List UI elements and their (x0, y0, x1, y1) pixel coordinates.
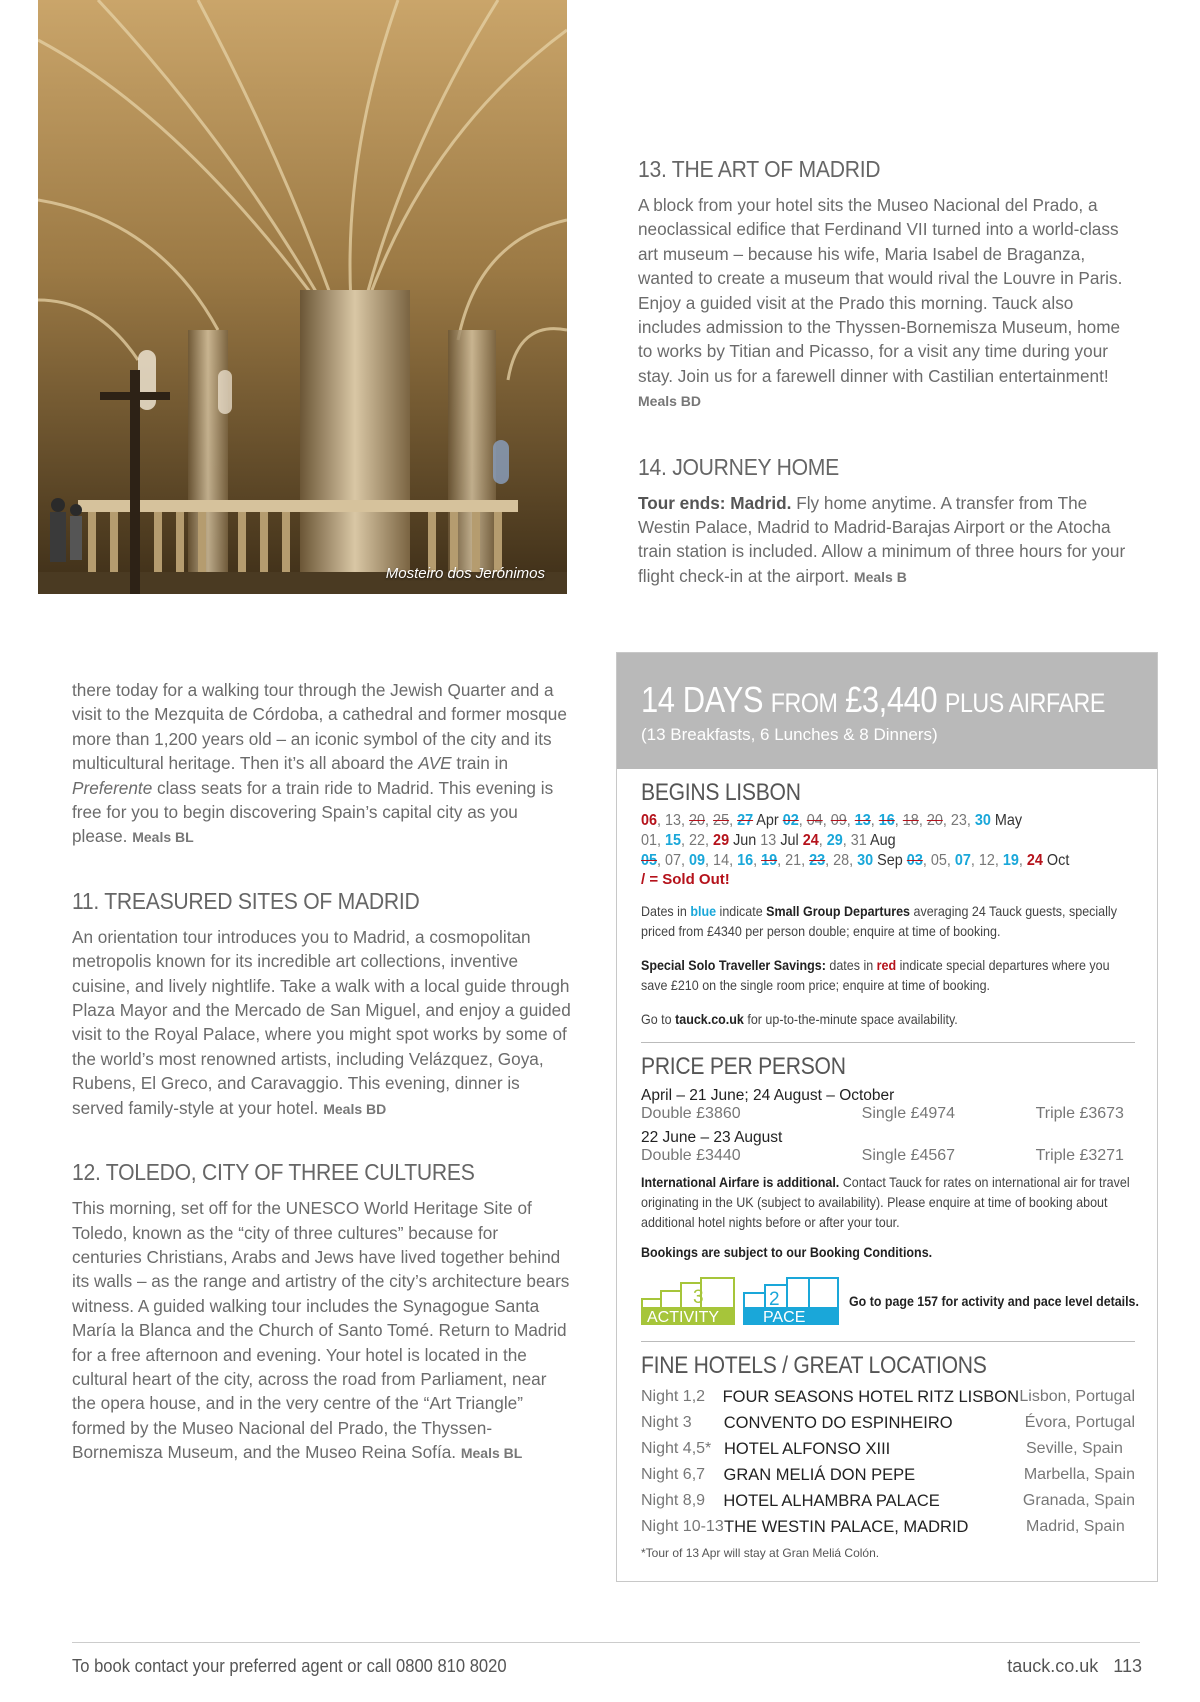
date-segment: , 07, (657, 852, 690, 869)
day14-block (638, 454, 1138, 590)
hotel-name: HOTEL ALFONSO XIII (724, 1440, 891, 1458)
hotels-title: FINE HOTELS / GREAT LOCATIONS (641, 1352, 987, 1379)
day10-text (72, 678, 572, 850)
page-number: 113 (1113, 1656, 1142, 1676)
date-segment: , (822, 812, 831, 829)
date-segment: , (705, 812, 714, 829)
price-per-person-title: PRICE PER PERSON (641, 1053, 846, 1080)
availability-note (641, 1010, 1138, 1030)
day14-body: Fly home anytime. A transfer from The Westin Palace, Madrid to Madrid-Barajas Airport or the Atocha train station is included. Allow a minimum of three hours for your flight check-in at the airport. (638, 492, 1126, 586)
hotel-location: Madrid, Spain (1026, 1518, 1125, 1535)
date-segment: 15 (665, 832, 682, 849)
hotel-night: Night 10-13 (641, 1518, 724, 1535)
date-segment: , 05, (922, 852, 955, 869)
date-segment: , (870, 812, 879, 829)
date-segment: , (798, 812, 807, 829)
day10-text-part1: there today for a walking tour through the Jewish Quarter and a visit to the Mezquita de Córdoba, a cathedral and former mosque more than 1,200 years old – an iconic symbol of the city and its multicultural heritage. Then it’s all aboard the (72, 680, 567, 774)
day13-block (638, 156, 1138, 414)
date-segment: 24 (802, 832, 819, 849)
hotel-row (641, 1410, 1135, 1436)
booking-text: Bookings are subject to our Booking Conditions. (641, 1245, 933, 1260)
airfare-note (641, 1173, 1138, 1233)
airfare-bold: International Airfare is additional. (641, 1175, 840, 1190)
dates-line-1 (641, 811, 1145, 831)
day10-continued (72, 678, 572, 850)
activity-staircase-icon (641, 1277, 735, 1325)
date-segment: , 12, (970, 852, 1003, 869)
hotel-night: Night 1,2 (641, 1388, 706, 1405)
date-segment: 05 (641, 852, 658, 869)
airfare-text: Contact Tauck for rates on international air for travel originating in the UK (subject to availability). Please enquire at time of booking about additional hotel nights before or after your tour. (641, 1175, 1130, 1230)
day10-text-part3: class seats for a train ride to Madrid. This evening is free for you to begin discovering Spain’s capital city as you please. (72, 777, 554, 847)
date-segment: 19 (1002, 852, 1019, 869)
date-segment: , 28, (825, 852, 858, 869)
hotel-night: Night 3 (641, 1414, 692, 1431)
price-row-1 (641, 1105, 1135, 1123)
hotel-name: CONVENTO DO ESPINHEIRO (723, 1414, 953, 1432)
date-segment: , 23, (942, 812, 975, 829)
cathedral-illustration (38, 0, 567, 594)
hotel-location: Marbella, Spain (1023, 1466, 1135, 1483)
divider-2 (641, 1341, 1135, 1342)
duration: 14 DAYS (641, 679, 764, 720)
date-segment: Sep (873, 852, 907, 869)
date-segment: 16 (878, 812, 895, 829)
date-segment: , 31 (842, 832, 870, 849)
date-segment: 29 (826, 832, 843, 849)
hotel-night: Night 6,7 (641, 1466, 706, 1483)
date-segment: 04 (806, 812, 823, 829)
date-segment: , (846, 812, 855, 829)
note3-a: Go to (641, 1012, 676, 1027)
hotel-name: THE WESTIN PALACE, MADRID (724, 1518, 969, 1536)
date-segment: , (818, 832, 827, 849)
day14-text (638, 491, 1138, 590)
footer-divider (72, 1642, 1140, 1643)
box-body (617, 769, 1157, 1560)
date-segment: 18 (902, 812, 919, 829)
hotel-row (641, 1488, 1135, 1514)
sold-out-legend: / = Sold Out! (641, 871, 730, 888)
booking-conditions (641, 1243, 1138, 1263)
note1-a: Dates in (641, 904, 691, 919)
date-segment: 30 (857, 852, 874, 869)
hotel-name: GRAN MELIÁ DON PEPE (723, 1466, 916, 1484)
day13-text (638, 193, 1138, 414)
date-segment: 03 (906, 852, 923, 869)
booking-contact: To book contact your preferred agent or call 0800 810 8020 (72, 1656, 507, 1676)
hotels-list (641, 1384, 1135, 1540)
right-top-column (638, 156, 1138, 589)
day14-meals: Meals B (853, 568, 907, 585)
date-segment: 24 (1026, 852, 1043, 869)
price-row-2 (641, 1147, 1135, 1165)
note1-bold: Small Group Departures (766, 904, 911, 919)
day11-text (72, 925, 572, 1121)
date-segment: 09 (830, 812, 847, 829)
day11-meals: Meals BD (323, 1100, 387, 1117)
price-2-triple: Triple £3271 (1035, 1147, 1124, 1164)
day14-lead: Tour ends: Madrid. (638, 492, 792, 513)
note2-bold: Special Solo Traveller Savings: (641, 958, 826, 973)
footer-page-info (1007, 1656, 1142, 1677)
dates-line-2 (641, 831, 1145, 851)
hotel-row (641, 1514, 1135, 1540)
levels-row (641, 1277, 1139, 1325)
date-segment: 30 (974, 812, 991, 829)
date-segment: Jul (780, 832, 803, 849)
date-segment: , 22, (681, 832, 714, 849)
hotel-row (641, 1462, 1135, 1488)
pace-staircase-icon (743, 1277, 839, 1325)
note2-a: dates in (825, 958, 877, 973)
date-segment: 02 (782, 812, 799, 829)
price-1-single: Single £4974 (861, 1105, 956, 1122)
date-segment: 20 (926, 812, 943, 829)
left-column (72, 678, 572, 1504)
date-segment: , 21, (777, 852, 810, 869)
date-segment: , (894, 812, 903, 829)
hotel-night: Night 4,5* (641, 1440, 712, 1457)
day13-body: A block from your hotel sits the Museo Nacional del Prado, a neoclassical edifice that Ferdinand VII turned into a world-class art museum – because his wife, Maria Isabel de Braganza, wanted to create a museum that would rival the Louvre in Paris. Enjoy a guided visit at the Prado this morning. Tauck also includes admission to the Thyssen-Bornemisza Museum, home to works by Titian and Picasso, for a visit any time during your stay. Join us for a farewell dinner with Castilian entertainment! (638, 195, 1123, 386)
price-header (617, 653, 1157, 769)
date-segment: 19 (761, 852, 778, 869)
preferente-class: Preferente (72, 777, 153, 798)
date-segment: 27 (737, 812, 754, 829)
small-group-note (641, 902, 1138, 942)
day12-text (72, 1196, 572, 1465)
day10-meals: Meals BL (132, 829, 194, 846)
begins-title: BEGINS LISBON (641, 779, 801, 806)
date-segment: Oct (1042, 852, 1070, 869)
note1-blue: blue (690, 904, 717, 919)
activity-level-number: 3 (693, 1287, 704, 1308)
solo-savings-note (641, 956, 1138, 996)
plus-airfare: PLUS AIRFARE (944, 688, 1105, 718)
price-period-1: April – 21 June; 24 August – October (641, 1087, 895, 1104)
note1-c: averaging 24 Tauck guests, specially priced from £4340 per person double; enquire at time of booking. (641, 904, 1117, 939)
price-headline (641, 679, 1105, 721)
day12-title: 12. TOLEDO, CITY OF THREE CULTURES (72, 1159, 475, 1186)
levels-reference: Go to page 157 for activity and pace level details. (849, 1293, 1139, 1309)
date-segment: , (1018, 852, 1027, 869)
hotel-name: HOTEL ALHAMBRA PALACE (723, 1492, 940, 1510)
hotel-night: Night 8,9 (641, 1492, 706, 1509)
date-segment: May (990, 812, 1023, 829)
date-segment: 13 (854, 812, 871, 829)
price-2-double: Double £3440 (641, 1147, 741, 1164)
date-segment: , 14, (705, 852, 738, 869)
date-segment: , (729, 812, 738, 829)
date-segment: 01, (641, 832, 666, 849)
divider (641, 1042, 1135, 1043)
hotel-location: Lisbon, Portugal (1019, 1388, 1135, 1405)
activity-label: ACTIVITY (647, 1309, 720, 1325)
meals-summary: (13 Breakfasts, 6 Lunches & 8 Dinners) (641, 725, 938, 744)
price-1-triple: Triple £3673 (1035, 1105, 1124, 1122)
hotel-location: Seville, Spain (1026, 1440, 1123, 1457)
date-segment: 06 (641, 812, 658, 829)
date-segment: 25 (713, 812, 730, 829)
day13-title: 13. THE ART OF MADRID (638, 156, 881, 182)
date-segment: 16 (737, 852, 754, 869)
activity-level-badge (641, 1277, 735, 1325)
hotel-row (641, 1436, 1135, 1462)
day12-block (72, 1159, 572, 1465)
tauck-link[interactable]: tauck.co.uk (675, 1012, 744, 1027)
price-1-double: Double £3860 (641, 1105, 741, 1122)
dates-line-3 (641, 851, 1145, 871)
pace-label: PACE (763, 1309, 806, 1325)
day11-title: 11. TREASURED SITES OF MADRID (72, 887, 420, 914)
date-segment: , (753, 852, 762, 869)
date-segment: Jun (729, 832, 761, 849)
footer-site[interactable]: tauck.co.uk (1007, 1656, 1099, 1676)
date-segment: 29 (713, 832, 730, 849)
cathedral-photo (38, 0, 567, 594)
date-segment: 07 (954, 852, 971, 869)
ave-train-name: AVE (418, 753, 452, 774)
hotel-location: Évora, Portugal (1024, 1414, 1135, 1431)
from-price: £3,440 (845, 679, 938, 720)
day12-meals: Meals BL (460, 1445, 523, 1462)
from-label: FROM (770, 688, 838, 718)
date-segment: , (918, 812, 927, 829)
day13-meals: Meals BD (638, 393, 702, 410)
day12-body: This morning, set off for the UNESCO World Heritage Site of Toledo, known as the “city of three cultures” because for centuries Christians, Arabs and Jews have lived together behind its walls – as the range and artistry of the city’s architecture bears witness. A guided walking tour includes the Synagogue Santa María la Blanca and the Church of Santo Tomé. Return to Madrid for a free afternoon and evening. Your hotel is located in the cultural heart of the city, across the road from Parliament, near the opera house, and in the very centre of the “Art Triangle” formed by the Museo Nacional del Prado, the Thyssen-Bornemisza Museum, and the Museo Reina Sofía. (72, 1198, 570, 1463)
price-period-2: 22 June – 23 August (641, 1129, 783, 1146)
tour-info-box (616, 652, 1158, 1582)
hotel-name: FOUR SEASONS HOTEL RITZ LISBON (722, 1388, 1019, 1406)
date-segment: , 13, (657, 812, 690, 829)
date-segment: 09 (689, 852, 706, 869)
hotel-location: Granada, Spain (1022, 1492, 1135, 1509)
note1-b: indicate (716, 904, 767, 919)
date-segment: 23 (809, 852, 826, 869)
pace-level-badge (743, 1277, 839, 1325)
day11-block (72, 888, 572, 1121)
hotel-footnote: *Tour of 13 Apr will stay at Gran Meliá Colón. (641, 1546, 880, 1560)
pace-level-number: 2 (769, 1289, 780, 1310)
price-2-single: Single £4567 (861, 1147, 956, 1164)
day11-body: An orientation tour introduces you to Madrid, a cosmopolitan metropolis known for its incredible art collections, inventive cuisine, and lively nightlife. Take a walk with a local guide through Plaza Mayor and the Mercado de San Miguel, and enjoy a guided visit to the Royal Palace, where you might spot works by some of the world’s most renowned artists, including Velázquez, Goya, Rubens, El Greco, and Caravaggio. This evening, dinner is served family-style at your hotel. (72, 926, 571, 1118)
date-segment: Aug (869, 832, 896, 849)
day14-title: 14. JOURNEY HOME (638, 453, 839, 480)
note2-b: indicate special departures where you save £210 on the single room price; enquire at time of booking. (641, 958, 1110, 993)
day10-text-part2: train in (451, 753, 509, 774)
date-segment: 13 (760, 832, 781, 849)
photo-caption: Mosteiro dos Jerónimos (385, 565, 545, 582)
hotel-row (641, 1384, 1135, 1410)
date-segment: 20 (689, 812, 706, 829)
note2-red: red (876, 958, 897, 973)
note3-b: for up-to-the-minute space availability. (743, 1012, 958, 1027)
date-segment: Apr (753, 812, 783, 829)
